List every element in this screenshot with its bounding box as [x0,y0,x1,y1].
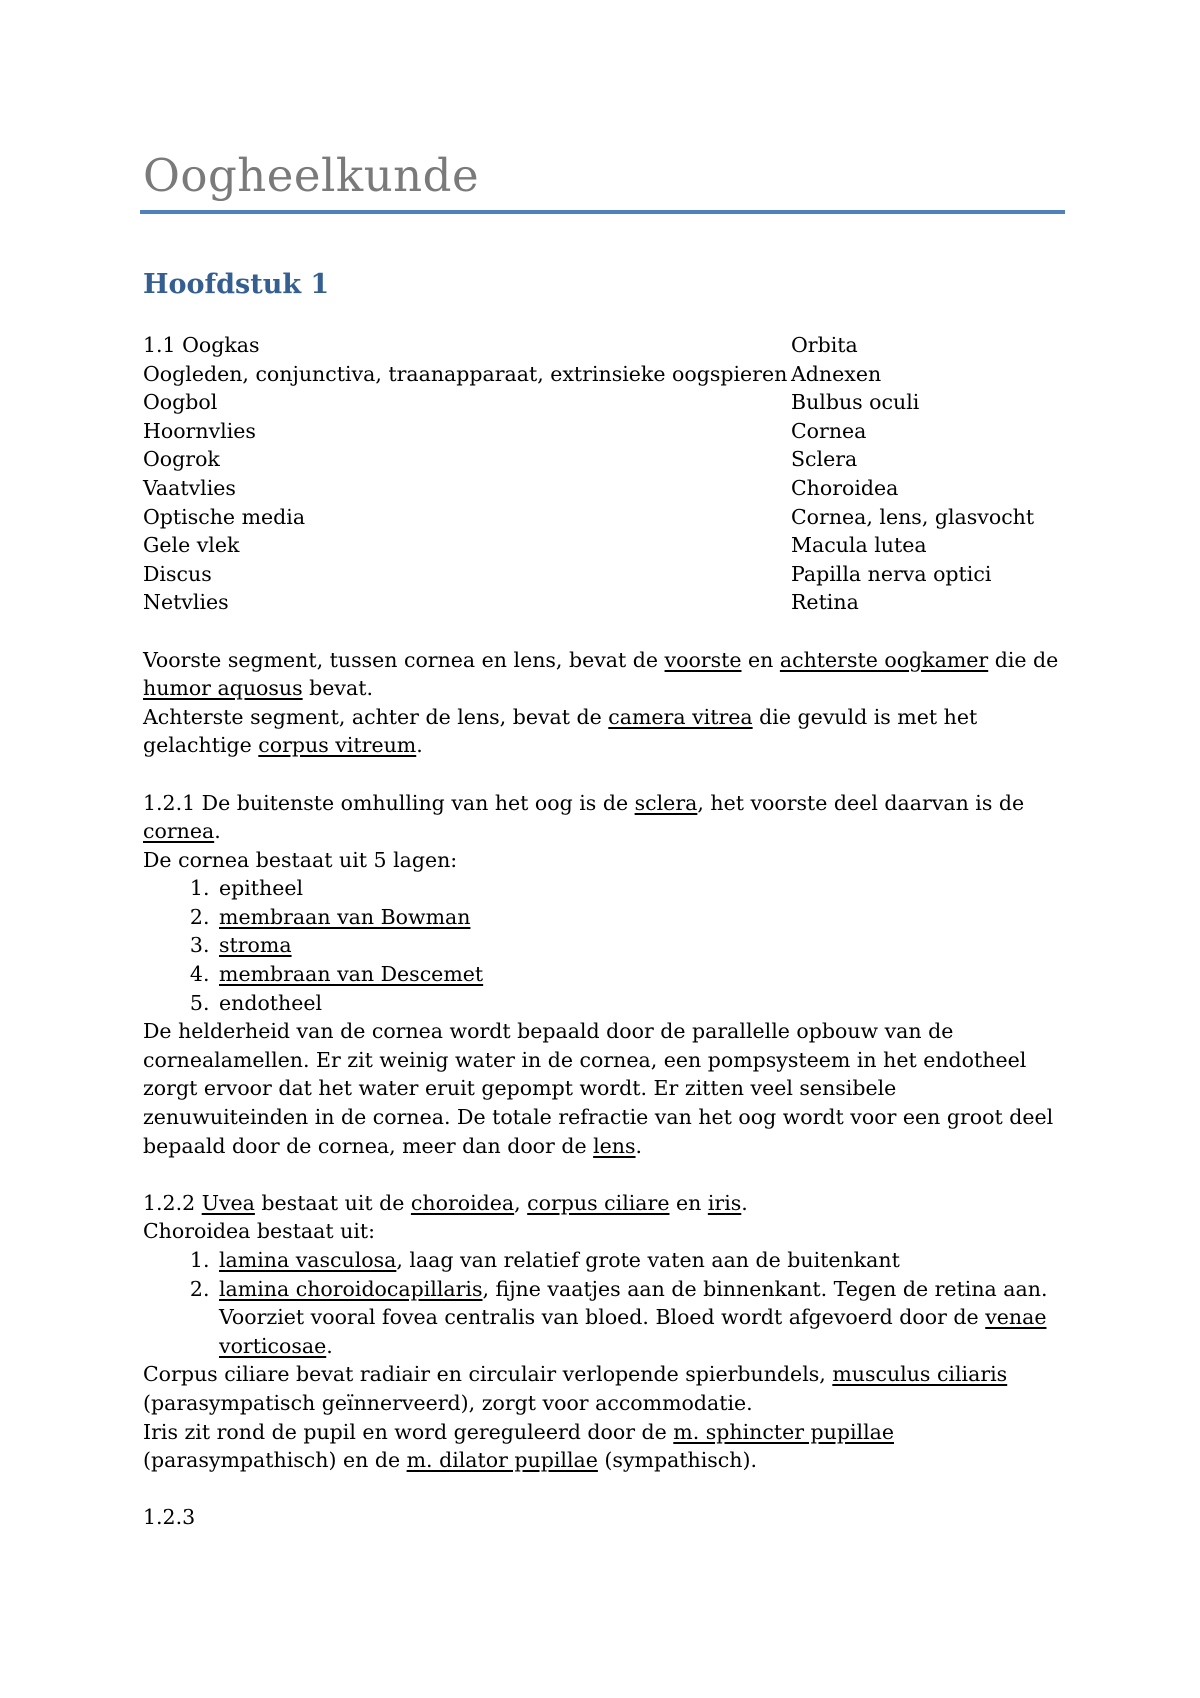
iris-paragraph: Iris zit rond de pupil en word gereguleerd door de m. sphincter pupillae (parasympathisch) en de m. dilator pupillae (sympathisch). [143,1419,894,1473]
underlined-term: m. dilator pupillae [406,1448,598,1473]
cornea-layers-intro: De cornea bestaat uit 5 lagen: [143,847,458,872]
term-row [143,531,1063,560]
term-dutch: Gele vlek [143,533,240,558]
term-dutch: Optische media [143,504,306,529]
list-item: 2. lamina choroidocapillaris, fijne vaatjes aan de binnenkant. Tegen de retina aan. Voorziet vooral fovea centralis van bloed. Bloed wordt afgevoerd door de venae vorticosae. [216,1275,1063,1361]
term-latin: Choroidea [791,475,899,500]
term-row [143,474,1063,503]
term-latin: Bulbus oculi [791,390,920,415]
term-row [143,360,1063,389]
choroid-intro: Choroidea bestaat uit: [143,1219,376,1244]
term-latin: Adnexen [791,361,882,386]
list-item: 2. membraan van Bowman [216,903,1063,932]
term-latin: Macula lutea [791,533,927,558]
terms-table [143,331,1063,617]
term-latin: Cornea [791,418,867,443]
underlined-term: m. sphincter pupillae [673,1419,894,1444]
underlined-term: camera vitrea [608,704,753,729]
list-item: 4. membraan van Descemet [216,960,1063,989]
term-latin: Retina [791,590,859,615]
term-latin: Orbita [791,333,858,357]
term-dutch: Oogrok [143,447,220,472]
term-row [143,503,1063,532]
underlined-term: choroidea [410,1190,515,1215]
term-latin: Cornea, lens, glasvocht [791,504,1035,529]
chapter-heading: Hoofdstuk 1 [143,269,330,300]
term-dutch: Oogleden, conjunctiva, traanapparaat, extrinsieke oogspieren [143,361,788,386]
term-row [143,417,1063,446]
title-underline-rule [140,210,1065,214]
corpus-ciliare-paragraph: Corpus ciliare bevat radiair en circulair verlopende spierbundels, musculus ciliaris (parasympatisch geïnnerveerd), zorgt voor accommodatie. [143,1362,1008,1415]
document-title: Oogheelkunde [143,149,480,202]
underlined-term: humor aquosus [143,676,303,701]
term-row [143,588,1063,617]
underlined-term: cornea [143,819,215,844]
term-dutch: Hoornvlies [143,418,256,443]
list-item: 1. epitheel [216,874,1063,903]
paragraph-spacer [143,617,1063,646]
choroid-layers-list [143,1246,1063,1360]
section-121-paragraph: 1.2.1 De buitenste omhulling van het oog is de sclera, het voorste deel daarvan is de cornea. [143,790,1025,844]
term-dutch: 1.1 Oogkas [143,333,260,357]
term-dutch: Discus [143,561,212,586]
term-row [143,388,1063,417]
underlined-term: Uvea [201,1190,255,1215]
anterior-segment-paragraph: Voorste segment, tussen cornea en lens, bevat de voorste en achterste oogkamer die de humor aquosus bevat. [143,647,1059,701]
underlined-term: achterste oogkamer [779,647,989,672]
cornea-clarity-paragraph: De helderheid van de cornea wordt bepaald door de parallelle opbouw van de cornealamellen. Er zit weinig water in de cornea, een pompsysteem in het endotheel zorgt ervoor dat het water eruit gepompt wordt. Er zitten veel sensibele zenuwuiteinden in de cornea. De totale refractie van het oog wordt voor een groot deel bepaald door de cornea, meer dan door de lens. [143,1019,1054,1158]
section-122-paragraph: 1.2.2 Uvea bestaat uit de choroidea, corpus ciliare en iris. [143,1190,748,1215]
underlined-term: corpus vitreum [258,733,417,758]
term-latin: Sclera [791,447,858,472]
paragraph-spacer [143,1475,1063,1504]
paragraph-spacer [143,760,1063,789]
list-item: 1. lamina vasculosa, laag van relatief grote vaten aan de buitenkant [216,1246,1063,1275]
paragraph-spacer [143,1160,1063,1189]
term-dutch: Vaatvlies [143,475,236,500]
term-dutch: Netvlies [143,590,229,615]
underlined-term: iris [707,1190,742,1215]
underlined-term: lens [593,1133,636,1158]
underlined-term: corpus ciliare [527,1190,670,1215]
underlined-term: musculus ciliaris [832,1362,1008,1387]
term-dutch: Oogbol [143,390,218,415]
posterior-segment-paragraph: Achterste segment, achter de lens, bevat de camera vitrea die gevuld is met het gelachtige corpus vitreum. [143,704,978,758]
cornea-layers-list [143,874,1063,1017]
term-row [143,560,1063,589]
term-row [143,445,1063,474]
section-123-heading: 1.2.3 [143,1505,196,1530]
underlined-term: sclera [634,790,698,815]
list-item: 5. endotheel [216,989,1063,1018]
term-row [143,331,1063,360]
list-item: 3. stroma [216,931,1063,960]
term-latin: Papilla nerva optici [791,561,992,586]
document-body [143,331,1063,1532]
underlined-term: voorste [664,647,742,672]
